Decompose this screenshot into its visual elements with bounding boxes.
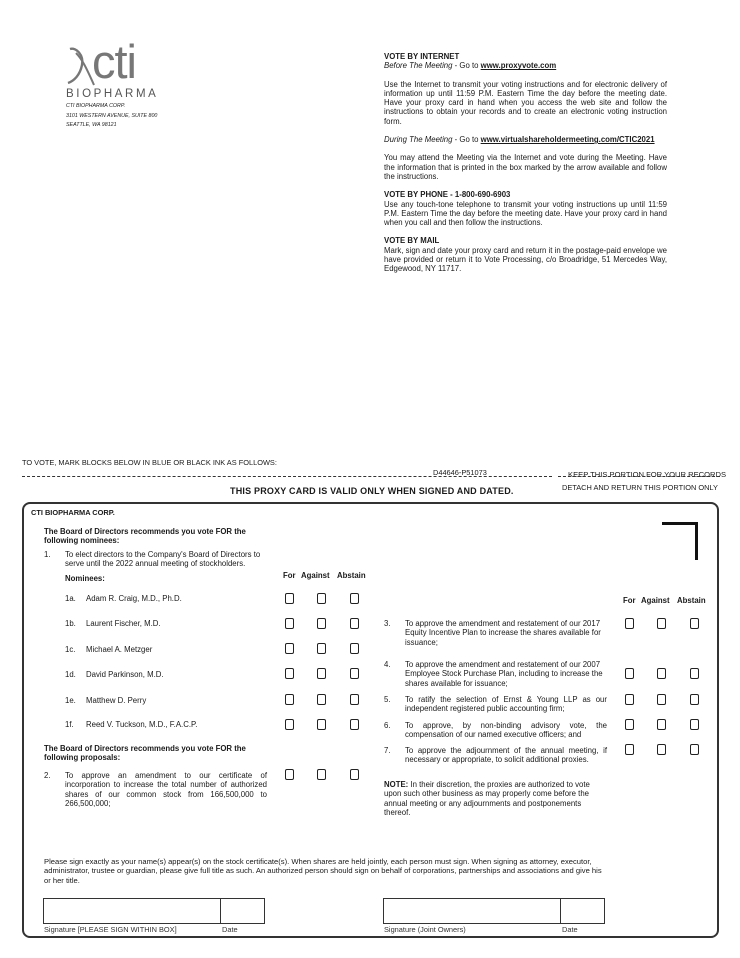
left-col-against: Against: [301, 571, 330, 580]
checkbox-1b-abstain[interactable]: [350, 618, 359, 629]
nominee-1f-name: Reed V. Tuckson, M.D., F.A.C.P.: [86, 720, 198, 729]
checkbox-2-against[interactable]: [317, 769, 326, 780]
nominee-1d-number: 1d.: [65, 670, 76, 679]
nominee-1c-name: Michael A. Metzger: [86, 645, 153, 654]
company-logo-text: cti: [92, 35, 136, 88]
proposal-5-text: To ratify the selection of Ernst & Young LLP as our independent registered public accounting firm;: [405, 695, 607, 714]
tear-line: [22, 476, 552, 477]
item2-text: To approve an amendment to our certificate of incorporation to increase the total number of authorized shares of our common stock from 166,500,000 to 266,500,000;: [65, 771, 267, 808]
nominee-1a-name: Adam R. Craig, M.D., Ph.D.: [86, 594, 182, 603]
nominee-1c-number: 1c.: [65, 645, 76, 654]
checkbox-1f-against[interactable]: [317, 719, 326, 730]
checkbox-1e-for[interactable]: [285, 694, 294, 705]
board-nominees-heading: The Board of Directors recommends you vote FOR the following nominees:: [44, 527, 246, 546]
signature-label: Signature [PLEASE SIGN WITHIN BOX]: [44, 925, 177, 934]
company-logo-subtitle: BIOPHARMA: [66, 88, 159, 100]
before-goto: - Go to: [452, 61, 481, 71]
nominee-1e-number: 1e.: [65, 696, 76, 705]
checkbox-5-against[interactable]: [657, 694, 666, 705]
proposal-5-number: 5.: [384, 695, 391, 704]
control-code: D44646-P51073: [433, 468, 487, 477]
checkbox-1a-abstain[interactable]: [350, 593, 359, 604]
checkbox-7-against[interactable]: [657, 744, 666, 755]
board-proposals-heading: The Board of Directors recommends you vote FOR the following proposals:: [44, 744, 246, 763]
checkbox-4-abstain[interactable]: [690, 668, 699, 679]
joint-signature-label: Signature (Joint Owners): [384, 925, 466, 934]
right-col-against: Against: [641, 596, 670, 605]
nominee-1b-number: 1b.: [65, 619, 76, 628]
item1-number: 1.: [44, 550, 51, 559]
during-meeting-label: During The Meeting: [384, 135, 453, 145]
vote-phone-title: VOTE BY PHONE - 1-800-690-6903: [384, 190, 511, 200]
right-col-abstain: Abstain: [677, 596, 706, 605]
checkbox-1f-for[interactable]: [285, 719, 294, 730]
valid-notice: THIS PROXY CARD IS VALID ONLY WHEN SIGNED AND DATED.: [230, 486, 514, 496]
vote-mail-text: Mark, sign and date your proxy card and return it in the postage-paid envelope we have provided or return it to Vote Processing, c/o Broadridge, 51 Mercedes Way, Edgewood, NY 11717.: [384, 245, 667, 274]
checkbox-7-for[interactable]: [625, 744, 634, 755]
nominee-1d-name: David Parkinson, M.D.: [86, 670, 164, 679]
checkbox-1c-abstain[interactable]: [350, 643, 359, 654]
proposal-7-text: To approve the adjournment of the annual meeting, if necessary or appropriate, to solicit additional proxies.: [405, 746, 607, 765]
checkbox-1c-for[interactable]: [285, 643, 294, 654]
mark-instruction: TO VOTE, MARK BLOCKS BELOW IN BLUE OR BLACK INK AS FOLLOWS:: [22, 458, 277, 467]
proposal-6-text: To approve, by non-binding advisory vote, the compensation of our named executive officers; and: [405, 721, 607, 740]
during-meeting-text: You may attend the Meeting via the Internet and vote during the Meeting. Have the information that is printed in the box marked by the arrow available and follow the instructions.: [384, 153, 667, 181]
item1-text: To elect directors to the Company's Board of Directors to serve until the 2022 annual meeting of stockholders.: [65, 550, 261, 569]
joint-date-label: Date: [562, 925, 578, 934]
checkbox-6-against[interactable]: [657, 719, 666, 730]
vote-phone-text: Use any touch-tone telephone to transmit your voting instructions up until 11:59 P.M. Eastern Time the day before the meeting date. Have your proxy card in hand when you call and then follow the instructions.: [384, 199, 667, 228]
checkbox-1a-for[interactable]: [285, 593, 294, 604]
proposal-3-text: To approve the amendment and restatement of our 2017 Equity Incentive Plan to increase the shares available for issuance;: [405, 619, 601, 647]
checkbox-1d-for[interactable]: [285, 668, 294, 679]
proposal-4-number: 4.: [384, 660, 391, 669]
joint-date-box[interactable]: [560, 898, 605, 924]
corner-mark: [662, 522, 698, 560]
nominee-1a-number: 1a.: [65, 594, 76, 603]
address-line-1: CTI BIOPHARMA CORP.: [66, 103, 126, 109]
nominees-label: Nominees:: [65, 574, 105, 583]
proposal-6-number: 6.: [384, 721, 391, 730]
checkbox-1f-abstain[interactable]: [350, 719, 359, 730]
checkbox-1b-for[interactable]: [285, 618, 294, 629]
checkbox-1e-against[interactable]: [317, 694, 326, 705]
checkbox-3-against[interactable]: [657, 618, 666, 629]
card-company: CTI BIOPHARMA CORP.: [31, 508, 115, 517]
left-col-for: For: [283, 571, 296, 580]
checkbox-5-abstain[interactable]: [690, 694, 699, 705]
date-label: Date: [222, 925, 238, 934]
nominee-1b-name: Laurent Fischer, M.D.: [86, 619, 161, 628]
checkbox-3-abstain[interactable]: [690, 618, 699, 629]
detach-label: DETACH AND RETURN THIS PORTION ONLY: [562, 483, 718, 492]
signature-box[interactable]: [43, 898, 221, 924]
right-col-for: For: [623, 596, 636, 605]
proposal-3-number: 3.: [384, 619, 391, 628]
checkbox-4-against[interactable]: [657, 668, 666, 679]
checkbox-1a-against[interactable]: [317, 593, 326, 604]
checkbox-1e-abstain[interactable]: [350, 694, 359, 705]
proxyvote-link[interactable]: www.proxyvote.com: [480, 61, 557, 71]
proposal-7-number: 7.: [384, 746, 391, 755]
checkbox-1c-against[interactable]: [317, 643, 326, 654]
checkbox-6-for[interactable]: [625, 719, 634, 730]
nominee-1e-name: Matthew D. Perry: [86, 696, 147, 705]
address-line-3: SEATTLE, WA 98121: [66, 122, 117, 128]
checkbox-6-abstain[interactable]: [690, 719, 699, 730]
left-col-abstain: Abstain: [337, 571, 366, 580]
discretion-note: [384, 780, 608, 817]
joint-signature-box[interactable]: [383, 898, 561, 924]
checkbox-2-for[interactable]: [285, 769, 294, 780]
date-box[interactable]: [220, 898, 265, 924]
keep-portion-label: KEEP THIS PORTION FOR YOUR RECORDS: [568, 470, 727, 479]
vote-mail-title: VOTE BY MAIL: [384, 236, 440, 246]
item2-number: 2.: [44, 771, 51, 780]
note-text: In their discretion, the proxies are authorized to vote upon such other business as may properly come before the annual meeting or any adjournments and postponements thereof.: [384, 780, 590, 817]
checkbox-1d-abstain[interactable]: [350, 668, 359, 679]
checkbox-1d-against[interactable]: [317, 668, 326, 679]
nominee-1f-number: 1f.: [65, 720, 74, 729]
vote-internet-section: [384, 52, 667, 274]
checkbox-1b-against[interactable]: [317, 618, 326, 629]
during-goto: - Go to: [452, 135, 481, 145]
tear-line-right: [558, 476, 720, 477]
virtual-meeting-link[interactable]: www.virtualshareholdermeeting.com/CTIC2021: [480, 135, 655, 145]
proposal-4-text: To approve the amendment and restatement of our 2007 Employee Stock Purchase Plan, including to increase the shares available for issuance;: [405, 660, 603, 688]
before-meeting-label: Before The Meeting: [384, 61, 453, 71]
checkbox-5-for[interactable]: [625, 694, 634, 705]
checkbox-7-abstain[interactable]: [690, 744, 699, 755]
checkbox-4-for[interactable]: [625, 668, 634, 679]
checkbox-3-for[interactable]: [625, 618, 634, 629]
checkbox-2-abstain[interactable]: [350, 769, 359, 780]
before-meeting-text: Use the Internet to transmit your voting instructions and for electronic delivery of information up until 11:59 P.M. Eastern Time the day before the meeting date. Have your proxy card in hand when you access the web site and follow the instructions to obtain your records and to create an electronic voting instruction form.: [384, 79, 667, 126]
vote-internet-title: VOTE BY INTERNET: [384, 52, 460, 61]
note-label: NOTE:: [384, 780, 409, 789]
address-line-2: 3101 WESTERN AVENUE, SUITE 800: [66, 113, 158, 119]
sign-instructions: Please sign exactly as your name(s) appear(s) on the stock certificate(s). When shares are held jointly, each person must sign. When signing as attorney, executor, administrator, trustee or guardian, please give full title as such. An authorized person should sign on behalf of corporations, partnerships and associations and give his or her title.: [44, 857, 602, 885]
